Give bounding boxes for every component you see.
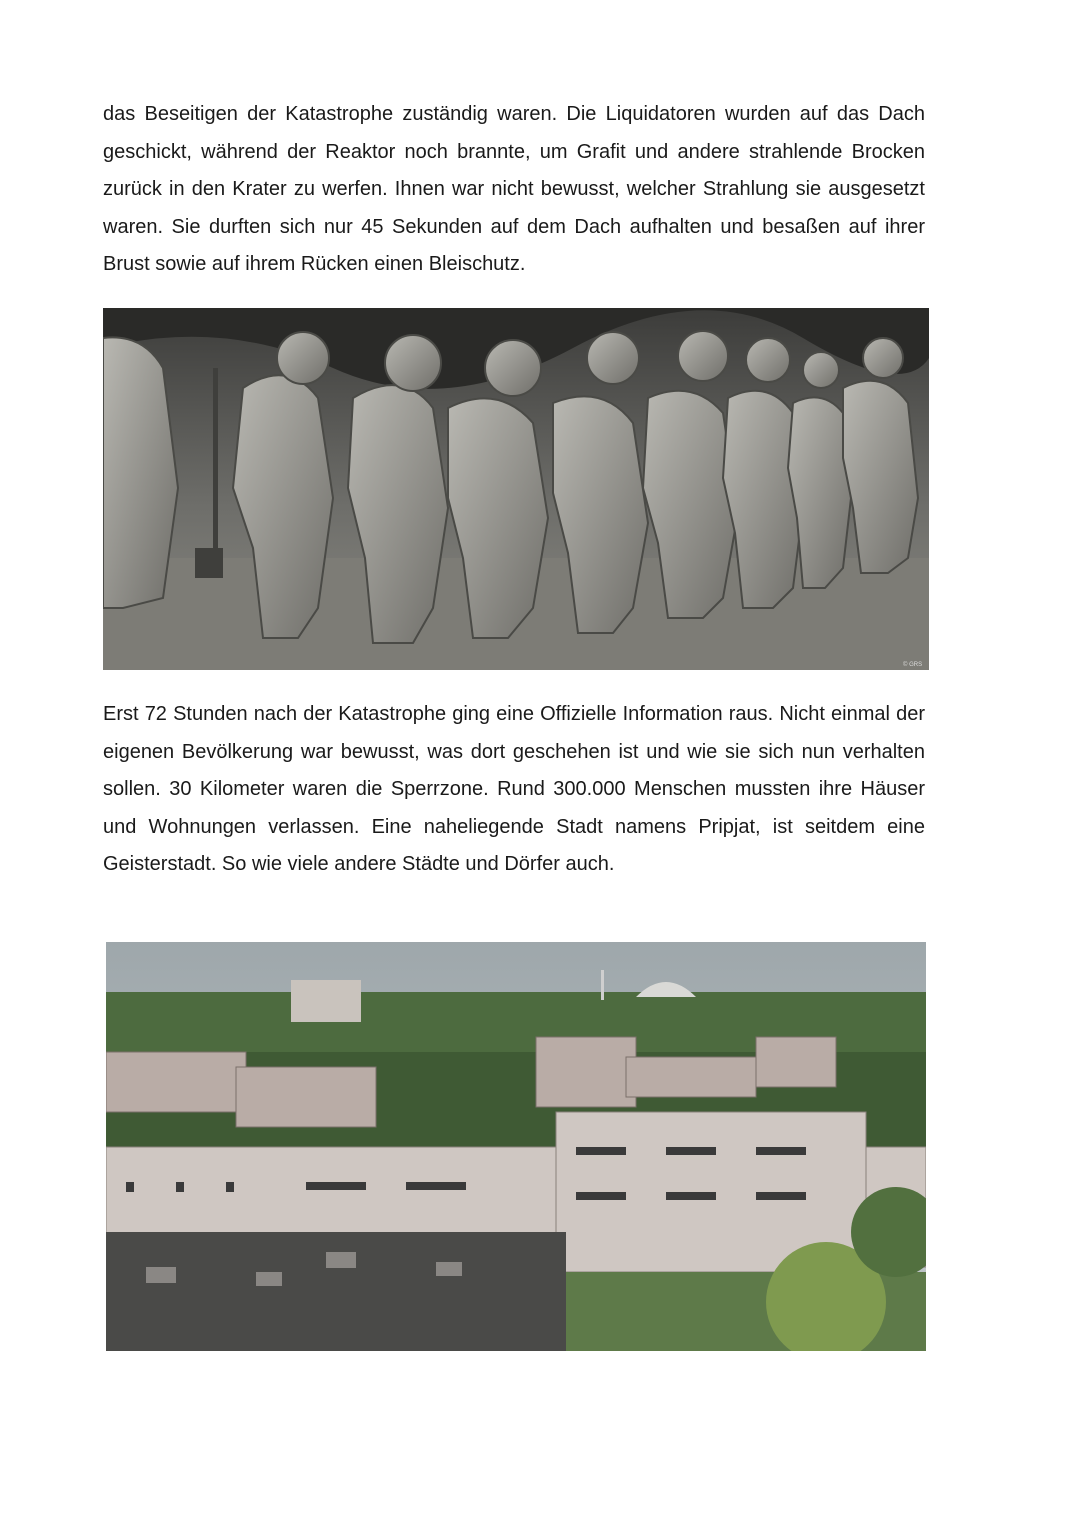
photo-credit: © GRS: [903, 662, 923, 668]
photo-liquidators-in-protective-suits: [103, 308, 929, 670]
photo-liquidators-illustration: [103, 308, 929, 670]
photo-pripyat-illustration: [106, 942, 926, 1351]
photo-pripyat-ghost-town: [106, 942, 926, 1351]
paragraph-liquidators: das Beseitigen der Katastrophe zuständig waren. Die Liquidatoren wurden auf das Dach geschickt, während der Reaktor noch brannte, um Grafit und andere strahlende Brocken zurück in den Krater zu werfen. Ihnen war nicht bewusst, welcher Strahlung sie ausgesetzt waren. Sie durften sich nur 45 Sekunden auf dem Dach aufhalten und besaßen auf ihrer Brust sowie auf ihrem Rücken einen Bleischutz.: [103, 103, 925, 275]
paragraph-evacuation: Erst 72 Stunden nach der Katastrophe ging eine Offizielle Information raus. Nicht einmal der eigenen Bevölkerung war bewusst, was dort geschehen ist und wie sie sich nun verhalten sollen. 30 Kilometer waren die Sperrzone. Rund 300.000 Menschen mussten ihre Häuser und Wohnungen verlassen. Eine naheliegende Stadt namens Pripjat, ist seitdem eine Geisterstadt. So wie viele andere Städte und Dörfer auch.: [103, 703, 925, 875]
